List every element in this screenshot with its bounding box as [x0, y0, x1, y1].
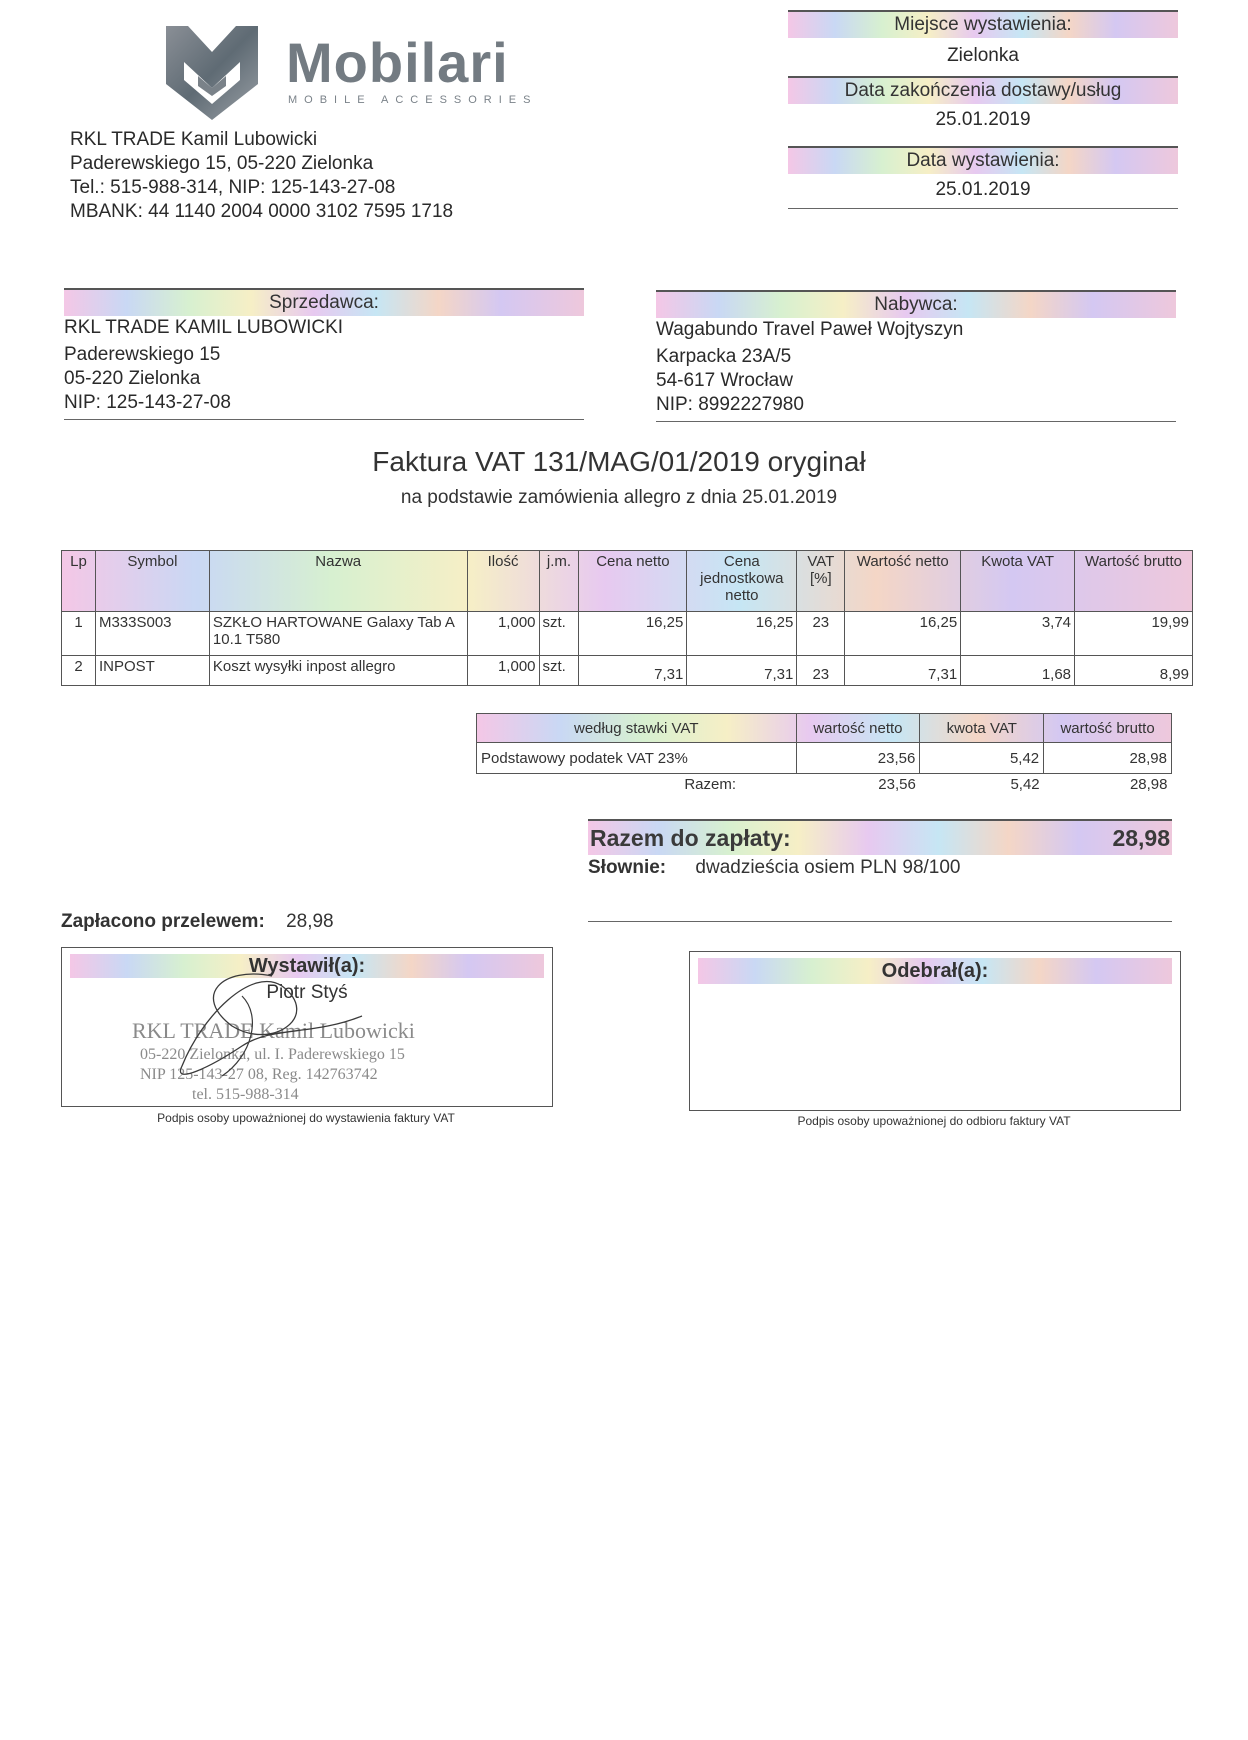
issued-label: Wystawił(a):: [70, 954, 544, 978]
vat-row-gross: 28,98: [1044, 743, 1172, 774]
cell-lp: 2: [62, 656, 96, 686]
cell-net-value: 16,25: [845, 612, 961, 656]
col-symbol: Symbol: [95, 551, 209, 612]
stamp-line-2: 05-220 Zielonka, ul. I. Paderewskiego 15: [140, 1046, 405, 1063]
col-net-value: Wartość netto: [845, 551, 961, 612]
logo-mark-icon: [162, 22, 262, 122]
vat-row: [477, 743, 1172, 774]
company-logo: [162, 22, 552, 122]
col-net-price: Cena netto: [579, 551, 687, 612]
issue-date-value: 25.01.2019: [935, 179, 1031, 200]
invoice-meta: [788, 10, 1178, 209]
cell-qty: 1,000: [467, 656, 539, 686]
stamp-line-4: tel. 515-988-314: [192, 1086, 299, 1103]
table-row: [62, 612, 1193, 656]
vat-col-vat: kwota VAT: [920, 714, 1044, 743]
buyer-label: Nabywca:: [656, 290, 1176, 318]
col-vat-rate: VAT [%]: [797, 551, 845, 612]
table-row: [62, 656, 1193, 686]
cell-name: Koszt wysyłki inpost allegro: [209, 656, 467, 686]
place-label: Miejsce wystawienia:: [788, 10, 1178, 38]
cell-unit-net: 16,25: [687, 612, 797, 656]
cell-unit-net: 7,31: [687, 656, 797, 686]
cell-unit: szt.: [539, 612, 579, 656]
buyer-block: [656, 290, 1176, 422]
paid-label: Zapłacono przelewem:: [61, 911, 265, 932]
issuer-block: [70, 128, 453, 224]
cell-unit: szt.: [539, 656, 579, 686]
cell-gross-value: 19,99: [1075, 612, 1193, 656]
amount-due-label: Razem do zapłaty:: [590, 825, 791, 851]
col-lp: Lp: [62, 551, 96, 612]
meta-divider: [788, 208, 1178, 209]
vat-rate-name: Podstawowy podatek VAT 23%: [477, 743, 797, 774]
buyer-city: 54-617 Wrocław: [656, 370, 793, 391]
issuer-bank: MBANK: 44 1140 2004 0000 3102 7595 1718: [70, 201, 454, 222]
logo-tagline: MOBILE ACCESSORIES: [288, 94, 538, 106]
issuer-phone-nip: Tel.: 515-988-314, NIP: 125-143-27-08: [70, 177, 396, 198]
vat-summary-table: [476, 713, 1172, 795]
received-by-box: [689, 951, 1181, 1111]
cell-symbol: INPOST: [95, 656, 209, 686]
items-header-row: [62, 551, 1193, 612]
col-unit-net: Cena jednostkowa netto: [687, 551, 797, 612]
issuer-name: RKL TRADE Kamil Lubowicki: [70, 129, 318, 150]
cell-vat-rate: 23: [797, 656, 845, 686]
seller-street: Paderewskiego 15: [64, 344, 221, 365]
received-caption: Podpis osoby upoważnionej do odbioru faktury VAT: [797, 1114, 1071, 1128]
stamp-line-3: NIP 125-143-27 08, Reg. 142763742: [140, 1066, 378, 1083]
buyer-nip: NIP: 8992227980: [656, 394, 804, 415]
cell-vat-rate: 23: [797, 612, 845, 656]
col-gross-value: Wartość brutto: [1075, 551, 1193, 612]
col-unit: j.m.: [539, 551, 579, 612]
cell-net-price: 16,25: [579, 612, 687, 656]
handwritten-signature: [122, 956, 422, 1096]
stamp-line-1: RKL TRADE Kamil Lubowicki: [132, 1018, 415, 1043]
vat-total-gross: 28,98: [1129, 776, 1168, 793]
amount-due-value: 28,98: [1112, 825, 1170, 851]
vat-total-vat: 5,42: [1010, 776, 1040, 793]
words-label: Słownie:: [588, 857, 667, 878]
vat-total-label: Razem:: [684, 776, 736, 793]
issued-caption: Podpis osoby upoważnionej do wystawienia faktury VAT: [157, 1111, 455, 1125]
seller-city: 05-220 Zielonka: [64, 368, 201, 389]
seller-divider: [64, 419, 584, 420]
vat-row-vat: 5,42: [920, 743, 1044, 774]
amount-in-words: [588, 857, 961, 879]
items-table: [61, 550, 1193, 686]
buyer-street: Karpacka 23A/5: [656, 346, 792, 367]
cell-name: SZKŁO HARTOWANE Galaxy Tab A 10.1 T580: [209, 612, 467, 656]
col-name: Nazwa: [209, 551, 467, 612]
vat-row-net: 23,56: [796, 743, 920, 774]
seller-name: RKL TRADE KAMIL LUBOWICKI: [64, 317, 344, 338]
words-value: dwadzieścia osiem PLN 98/100: [695, 857, 961, 878]
invoice-title: Faktura VAT 131/MAG/01/2019 oryginał: [372, 446, 866, 477]
paid-transfer: [61, 911, 334, 933]
cell-vat-amount: 1,68: [961, 656, 1075, 686]
seller-nip: NIP: 125-143-27-08: [64, 392, 231, 413]
seller-label: Sprzedawca:: [64, 288, 584, 316]
amount-due-bar: [588, 819, 1172, 855]
received-label: Odebrał(a):: [698, 958, 1172, 984]
paid-value: 28,98: [286, 911, 334, 932]
cell-lp: 1: [62, 612, 96, 656]
vat-col-gross: wartość brutto: [1044, 714, 1172, 743]
delivery-date-label: Data zakończenia dostawy/usług: [788, 76, 1178, 104]
logo-wordmark: Mobilari: [286, 31, 509, 94]
vat-total-row: [477, 774, 1172, 796]
cell-qty: 1,000: [467, 612, 539, 656]
issued-name: Piotr Styś: [266, 982, 348, 1003]
vat-total-net: 23,56: [878, 776, 916, 793]
issuer-address: Paderewskiego 15, 05-220 Zielonka: [70, 153, 374, 174]
cell-symbol: M333S003: [95, 612, 209, 656]
seller-block: [64, 288, 584, 420]
cell-net-value: 7,31: [845, 656, 961, 686]
delivery-date-value: 25.01.2019: [935, 109, 1031, 130]
buyer-name: Wagabundo Travel Paweł Wojtyszyn: [656, 319, 964, 340]
cell-vat-amount: 3,74: [961, 612, 1075, 656]
vat-col-rate: według stawki VAT: [477, 714, 797, 743]
buyer-divider: [656, 421, 1176, 422]
invoice-subtitle: na podstawie zamówienia allegro z dnia 25.01.2019: [400, 487, 838, 508]
place-value: Zielonka: [947, 45, 1019, 66]
issue-date-label: Data wystawienia:: [788, 146, 1178, 174]
vat-header-row: [477, 714, 1172, 743]
col-vat-amount: Kwota VAT: [961, 551, 1075, 612]
cell-net-price: 7,31: [579, 656, 687, 686]
col-qty: Ilość: [467, 551, 539, 612]
vat-col-net: wartość netto: [796, 714, 920, 743]
issued-by-box: [61, 947, 553, 1107]
cell-gross-value: 8,99: [1075, 656, 1193, 686]
payment-divider: [588, 921, 1172, 922]
